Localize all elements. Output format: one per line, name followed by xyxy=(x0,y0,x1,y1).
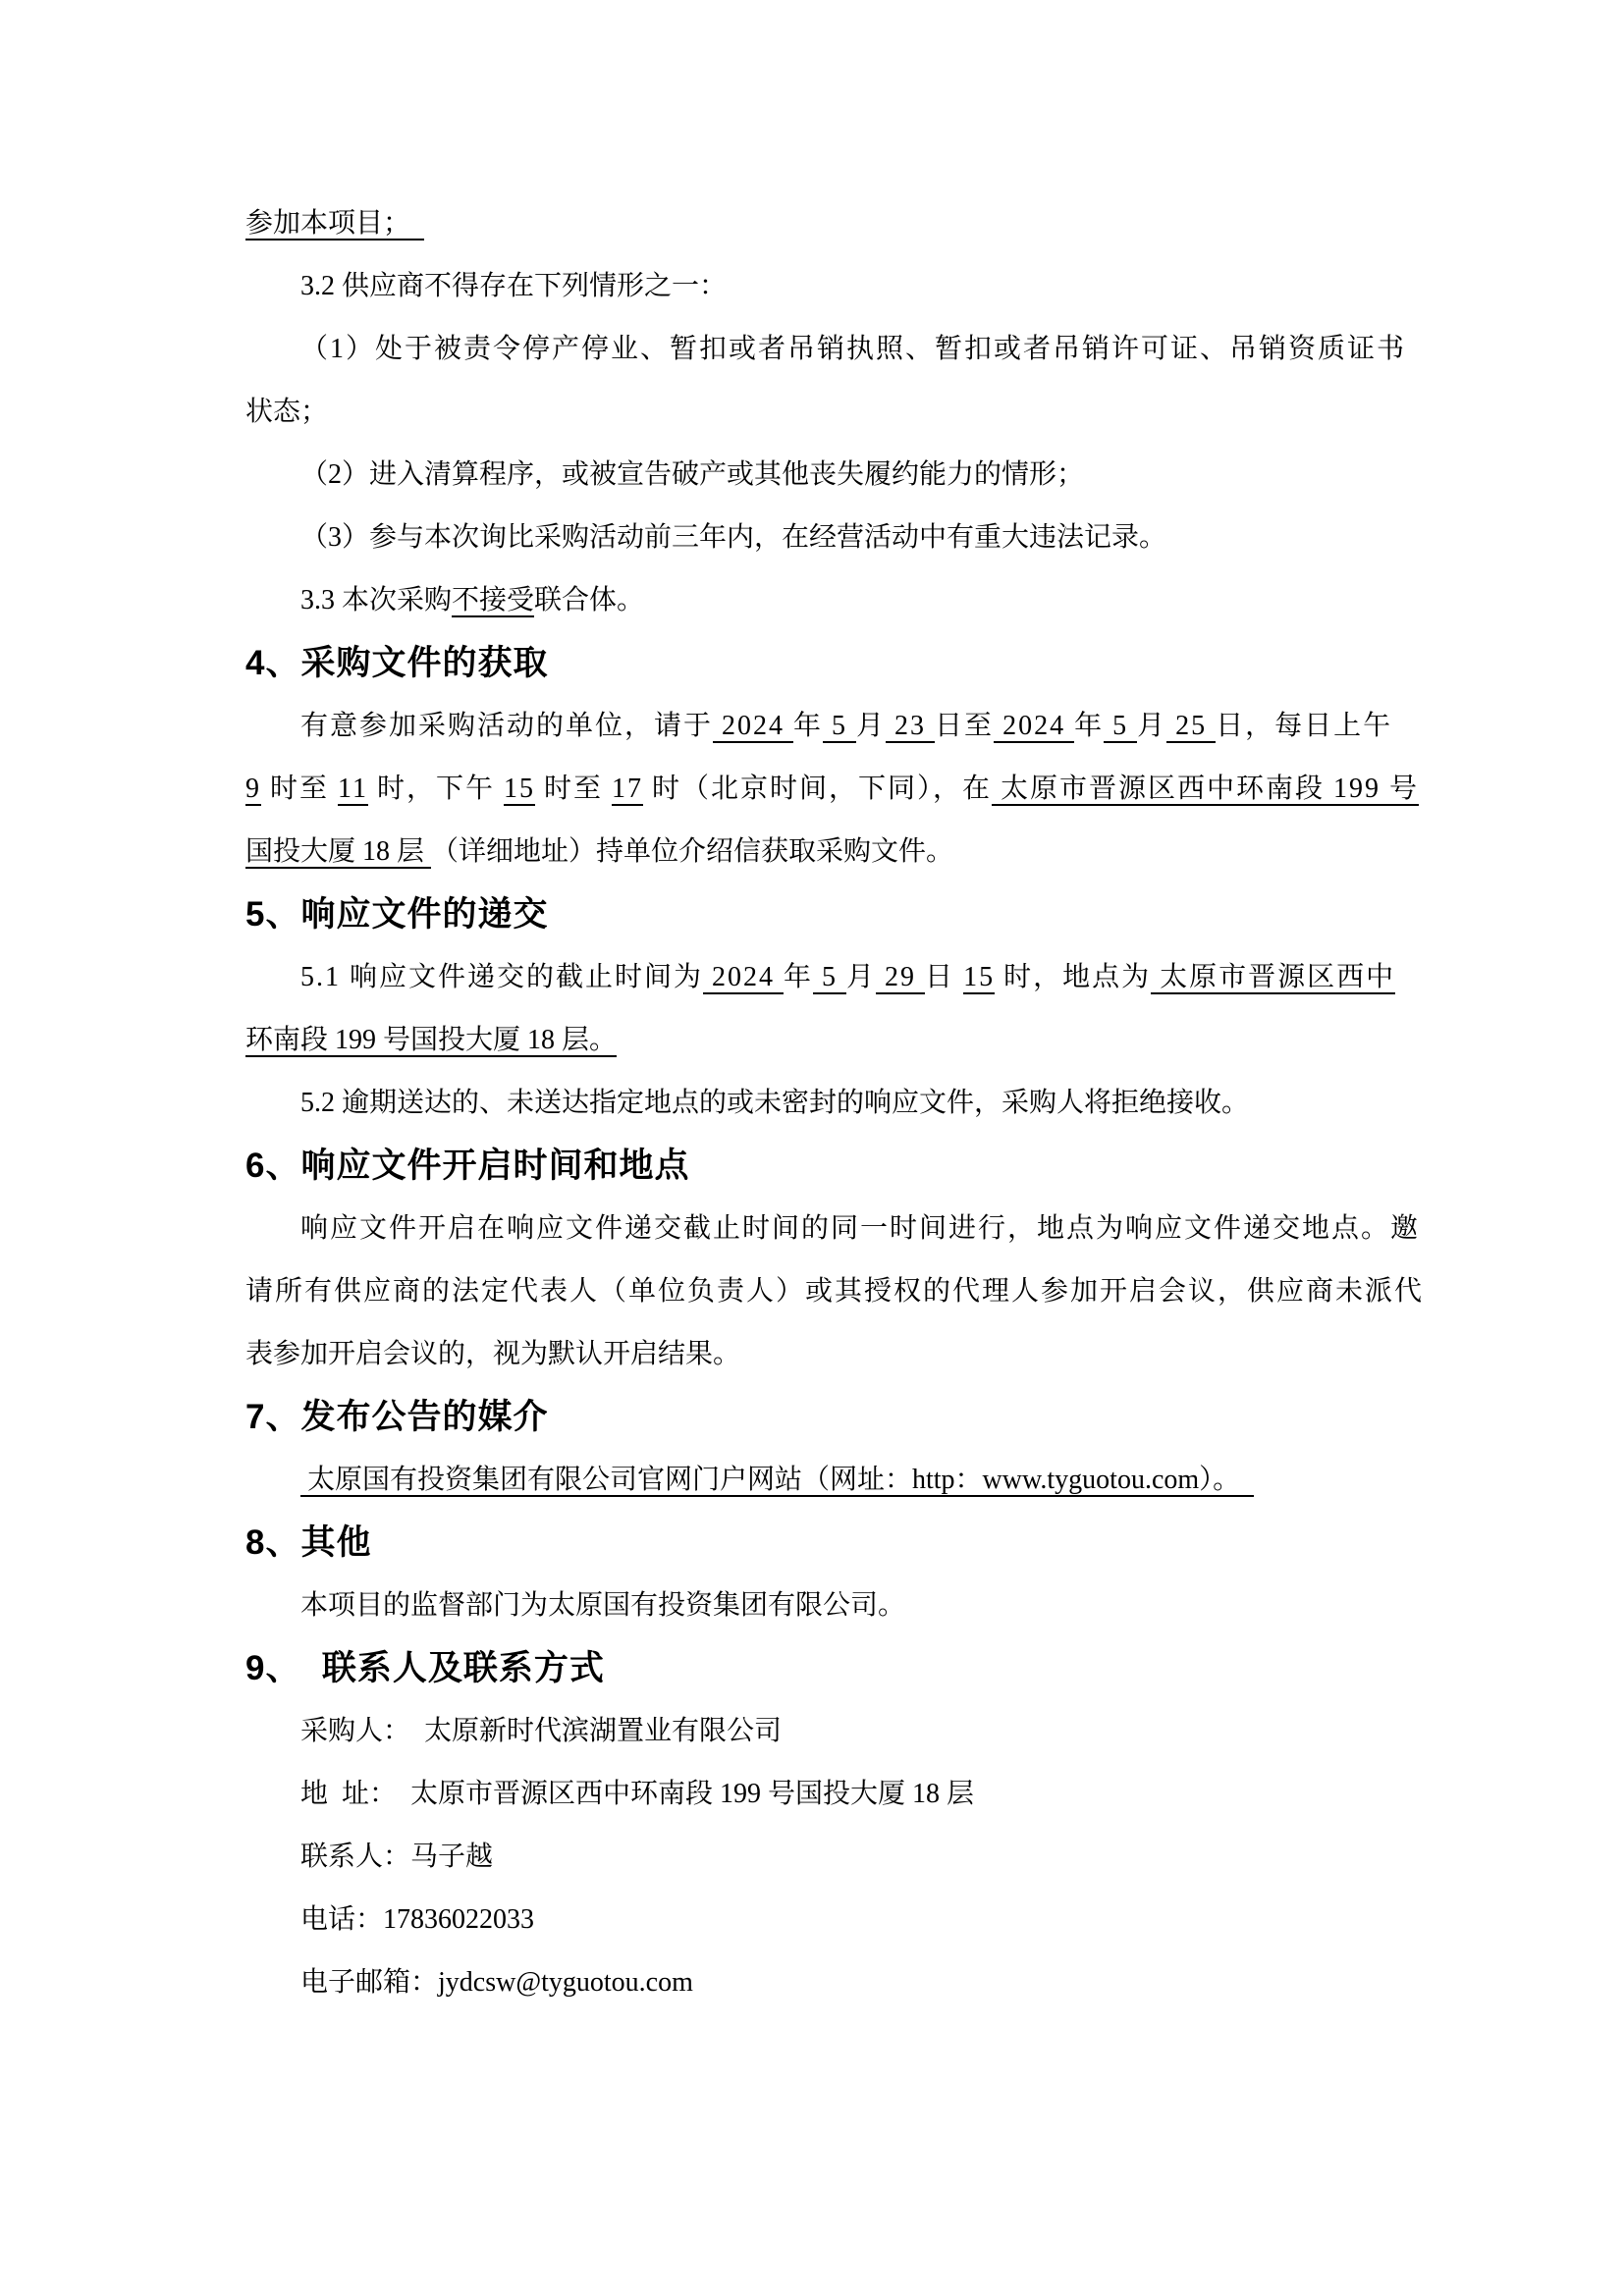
text-run: 5.2 逾期送达的、未送达指定地点的或未密封的响应文件，采购人将拒绝接收。 xyxy=(300,1088,1250,1118)
text-run: 本项目的监督部门为太原国有投资集团有限公司。 xyxy=(300,1590,906,1621)
text-run: 响应文件开启在响应文件递交截止时间的同一时间进行，地点为响应文件递交地点。邀 xyxy=(300,1213,1421,1244)
underlined-text-run: 29 xyxy=(876,962,926,992)
document-line xyxy=(245,821,1457,883)
text-run: 时至 xyxy=(535,774,613,804)
text-run: 6、响应文件开启时间和地点 xyxy=(245,1147,690,1185)
document-line xyxy=(245,1260,1457,1323)
document-line xyxy=(245,1575,1457,1637)
document-line xyxy=(245,1700,1457,1763)
underlined-text-run: 国投大厦 18 层 xyxy=(245,836,432,867)
text-run: 表参加开启会议的，视为默认开启结果。 xyxy=(245,1339,741,1369)
text-run: 日至 xyxy=(935,711,995,741)
underlined-text-run: 太原市晋源区西中环南段 199 号 xyxy=(992,774,1420,804)
underlined-text-run: 15 xyxy=(963,962,996,992)
document-line xyxy=(245,1323,1457,1386)
document-line xyxy=(245,1951,1457,2014)
underlined-text-run: 23 xyxy=(886,711,936,741)
text-run: （1）处于被责令停产停业、暂扣或者吊销执照、暂扣或者吊销许可证、吊销资质证书 xyxy=(300,334,1407,364)
text-run: 时，地点为 xyxy=(995,962,1152,992)
document-line xyxy=(245,1763,1457,1826)
text-run: 时（北京时间，下同），在 xyxy=(643,774,993,804)
underlined-text-run: 9 xyxy=(245,774,261,804)
text-run: 联合体。 xyxy=(534,585,645,615)
text-run: 日，每日上午 xyxy=(1216,711,1393,741)
text-run: 电子邮箱：jydcsw@tyguotou.com xyxy=(300,1967,693,1998)
document-line xyxy=(245,507,1457,569)
underlined-text-run: 2024 xyxy=(713,711,794,741)
text-run: 请所有供应商的法定代表人（单位负责人）或其授权的代理人参加开启会议，供应商未派代 xyxy=(245,1276,1425,1307)
underlined-text-run: 5 xyxy=(813,962,847,992)
section-heading xyxy=(245,1135,1457,1198)
text-run: 年 xyxy=(793,711,824,741)
section-heading xyxy=(245,883,1457,946)
underlined-text-run: 15 xyxy=(504,774,535,804)
text-run: 时，下午 xyxy=(367,774,504,804)
section-heading xyxy=(245,1386,1457,1449)
text-run: 3.2 供应商不得存在下列情形之一： xyxy=(300,271,728,301)
document-line xyxy=(245,1449,1457,1512)
document-line xyxy=(245,318,1457,381)
section-heading xyxy=(245,1512,1457,1575)
text-run: 7、发布公告的媒介 xyxy=(245,1398,549,1436)
text-run: （3）参与本次询比采购活动前三年内，在经营活动中有重大违法记录。 xyxy=(300,522,1167,553)
underlined-text-run: 环南段 199 号国投大厦 18 层。 xyxy=(245,1025,618,1055)
section-heading xyxy=(245,632,1457,695)
underlined-text-run: 太原市晋源区西中 xyxy=(1151,962,1396,992)
text-run: （2）进入清算程序，或被宣告破产或其他丧失履约能力的情形； xyxy=(300,459,1085,490)
text-run: 年 xyxy=(784,962,814,992)
text-run: 年 xyxy=(1074,711,1105,741)
document-line xyxy=(245,1198,1457,1260)
text-run: 月 xyxy=(846,962,877,992)
document-line xyxy=(245,1009,1457,1072)
text-run: 有意参加采购活动的单位，请于 xyxy=(300,711,714,741)
text-run: 采购人： 太原新时代滨湖置业有限公司 xyxy=(300,1716,783,1746)
underlined-text-run: 不接受 xyxy=(452,585,535,615)
underlined-text-run: 25 xyxy=(1166,711,1217,741)
document-line xyxy=(245,1072,1457,1135)
text-run: 9、 联系人及联系方式 xyxy=(245,1649,605,1687)
text-run: 8、其他 xyxy=(245,1523,372,1562)
document-line xyxy=(245,758,1457,821)
underlined-text-run: 太原国有投资集团有限公司官网门户网站（网址：http：www.tyguotou.com）。 xyxy=(300,1465,1255,1495)
document-content xyxy=(245,192,1457,2014)
text-run: 联系人：马子越 xyxy=(300,1842,494,1872)
text-run: 状态； xyxy=(245,397,329,427)
document-line xyxy=(245,946,1457,1009)
underlined-text-run: 11 xyxy=(338,774,368,804)
section-heading xyxy=(245,1637,1457,1700)
document-line xyxy=(245,255,1457,318)
underlined-text-run: 5 xyxy=(1104,711,1138,741)
text-run: （详细地址）持单位介绍信获取采购文件。 xyxy=(431,836,954,867)
document-line xyxy=(245,1889,1457,1951)
text-run: 月 xyxy=(1137,711,1167,741)
text-run: 5、响应文件的递交 xyxy=(245,895,549,934)
underlined-text-run: 参加本项目； xyxy=(245,208,425,239)
underlined-text-run: 2024 xyxy=(703,962,785,992)
text-run: 5.1 响应文件递交的截止时间为 xyxy=(300,962,704,992)
document-line xyxy=(245,381,1457,444)
underlined-text-run: 2024 xyxy=(994,711,1075,741)
text-run: 时至 xyxy=(261,774,339,804)
underlined-text-run: 5 xyxy=(823,711,857,741)
text-run: 4、采购文件的获取 xyxy=(245,644,549,682)
text-run: 月 xyxy=(856,711,887,741)
document-line xyxy=(245,695,1457,758)
underlined-text-run: 17 xyxy=(612,774,644,804)
document-line xyxy=(245,569,1457,632)
text-run: 日 xyxy=(925,962,964,992)
text-run: 电话：17836022033 xyxy=(300,1904,535,1935)
document-line xyxy=(245,1826,1457,1889)
text-run: 地 址： 太原市晋源区西中环南段 199 号国投大厦 18 层 xyxy=(300,1779,975,1809)
text-run: 3.3 本次采购 xyxy=(300,585,453,615)
document-line xyxy=(245,444,1457,507)
document-line xyxy=(245,192,1457,255)
